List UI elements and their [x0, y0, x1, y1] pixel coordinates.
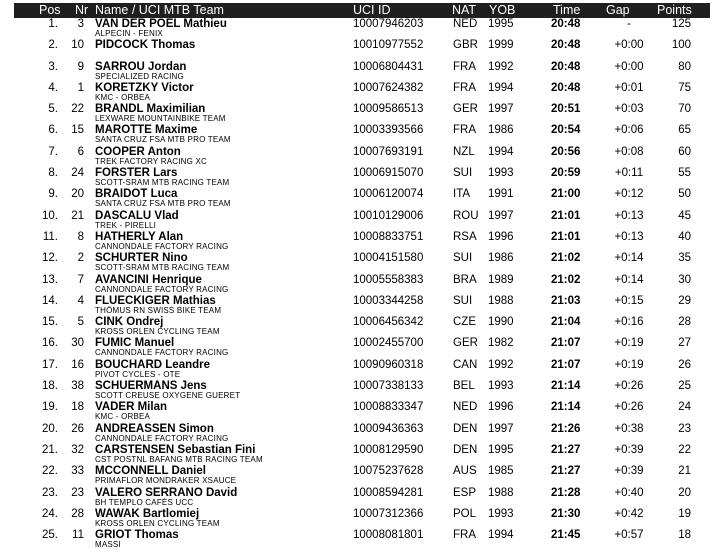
header-uci-id: UCI ID: [353, 3, 391, 17]
cell-time: 20:48: [551, 60, 581, 73]
cell-rider-name: FORSTER Lars: [95, 167, 178, 180]
header-name-team: Name / UCI MTB Team: [95, 3, 224, 17]
table-row: [0, 529, 712, 550]
cell-points: 24: [678, 401, 691, 414]
cell-uci-id: 10006804431: [353, 60, 424, 73]
cell-gap: +0:16: [614, 316, 644, 329]
cell-nr: 26: [71, 422, 84, 435]
cell-pos: 20.: [42, 422, 58, 435]
cell-yob: 1994: [488, 145, 514, 158]
cell-uci-id: 10007312366: [353, 507, 424, 520]
cell-gap: +0:00: [614, 39, 644, 52]
cell-pos: 5.: [48, 103, 58, 116]
cell-nr: 15: [71, 124, 84, 137]
cell-pos: 16.: [42, 337, 58, 350]
table-row: [0, 487, 712, 508]
cell-points: 20: [678, 486, 691, 499]
cell-time: 20:48: [551, 81, 581, 94]
cell-pos: 7.: [48, 145, 58, 158]
cell-nr: 20: [71, 188, 84, 201]
cell-team: CANNONDALE FACTORY RACING: [95, 284, 229, 294]
cell-pos: 6.: [48, 124, 58, 137]
cell-rider-name: WAWAK Bartlomiej: [95, 507, 200, 520]
cell-time: 20:51: [551, 103, 581, 116]
cell-team: KMC - ORBEA: [95, 92, 151, 102]
cell-uci-id: 10007338133: [353, 380, 424, 393]
cell-team: MASSI: [95, 540, 121, 550]
cell-yob: 1994: [488, 81, 514, 94]
cell-nat: ROU: [453, 209, 479, 222]
cell-time: 20:48: [551, 39, 581, 52]
cell-nr: 7: [77, 273, 84, 286]
cell-nr: 6: [77, 145, 84, 158]
cell-gap: +0:12: [614, 188, 644, 201]
cell-time: 21:45: [551, 529, 581, 542]
cell-rider-name: FLUECKIGER Mathias: [95, 294, 216, 307]
cell-uci-id: 10075237628: [353, 465, 424, 478]
cell-nat: SUI: [453, 294, 473, 307]
cell-pos: 9.: [48, 188, 58, 201]
cell-rider-name: CINK Ondrej: [95, 316, 164, 329]
table-row: [0, 167, 712, 188]
cell-pos: 19.: [42, 401, 58, 414]
cell-gap: +0:19: [614, 337, 644, 350]
header-pos: Pos: [39, 3, 61, 17]
cell-points: 80: [678, 60, 691, 73]
cell-pos: 2.: [48, 39, 58, 52]
cell-points: 26: [678, 358, 691, 371]
cell-team: CANNONDALE FACTORY RACING: [95, 348, 229, 358]
cell-team: TREK - PIRELLI: [95, 220, 157, 230]
table-row: [0, 210, 712, 231]
cell-rider-name: SCHUERMANS Jens: [95, 380, 207, 393]
cell-pos: 14.: [42, 294, 58, 307]
cell-yob: 1992: [488, 60, 514, 73]
cell-pos: 21.: [42, 443, 58, 456]
cell-time: 21:28: [551, 486, 581, 499]
cell-nr: 38: [71, 380, 84, 393]
header-points: Points: [657, 3, 692, 17]
cell-uci-id: 10010977552: [353, 39, 424, 52]
cell-team: SPECIALIZED RACING: [95, 71, 184, 81]
table-header: [14, 3, 710, 18]
cell-yob: 1988: [488, 486, 514, 499]
cell-rider-name: BOUCHARD Leandre: [95, 358, 211, 371]
cell-time: 21:30: [551, 507, 581, 520]
cell-team: PIVOT CYCLES - OTE: [95, 369, 181, 379]
cell-rider-name: VADER Milan: [95, 401, 167, 414]
cell-time: 21:04: [551, 316, 581, 329]
cell-yob: 1988: [488, 294, 514, 307]
cell-rider-name: KORETZKY Victor: [95, 81, 194, 94]
cell-nr: 16: [71, 358, 84, 371]
cell-nat: GBR: [453, 39, 478, 52]
table-row: [0, 61, 712, 82]
cell-pos: 13.: [42, 273, 58, 286]
cell-time: 21:27: [551, 443, 581, 456]
cell-nat: GER: [453, 103, 478, 116]
cell-yob: 1993: [488, 380, 514, 393]
cell-points: 29: [678, 294, 691, 307]
cell-uci-id: 10008833751: [353, 230, 424, 243]
cell-team: KROSS ORLEN CYCLING TEAM: [95, 518, 220, 528]
cell-team: TREK FACTORY RACING XC: [95, 156, 207, 166]
cell-rider-name: SCHURTER Nino: [95, 252, 188, 265]
cell-time: 21:27: [551, 465, 581, 478]
cell-nr: 33: [71, 465, 84, 478]
cell-points: 125: [671, 18, 691, 30]
cell-uci-id: 10009436363: [353, 422, 424, 435]
cell-gap: +0:26: [614, 380, 644, 393]
cell-gap: +0:19: [614, 358, 644, 371]
cell-yob: 1986: [488, 124, 514, 137]
cell-gap: +0:57: [614, 529, 644, 542]
cell-yob: 1982: [488, 337, 514, 350]
table-row: [0, 274, 712, 295]
cell-time: 21:00: [551, 188, 581, 201]
cell-pos: 18.: [42, 380, 58, 393]
cell-uci-id: 10006120074: [353, 188, 424, 201]
cell-nat: DEN: [453, 422, 478, 435]
cell-nat: FRA: [453, 529, 476, 542]
cell-nat: CZE: [453, 316, 476, 329]
cell-nr: 10: [71, 39, 84, 52]
cell-uci-id: 10004151580: [353, 252, 424, 265]
cell-nr: 3: [77, 18, 84, 30]
cell-gap: +0:38: [614, 422, 644, 435]
cell-uci-id: 10006915070: [353, 167, 424, 180]
cell-yob: 1996: [488, 230, 514, 243]
cell-nr: 9: [77, 60, 84, 73]
cell-gap: -: [627, 18, 631, 30]
cell-nat: NED: [453, 401, 478, 414]
cell-points: 28: [678, 316, 691, 329]
cell-rider-name: CARSTENSEN Sebastian Fini: [95, 443, 256, 456]
cell-yob: 1997: [488, 422, 514, 435]
cell-nat: ESP: [453, 486, 477, 499]
cell-nr: 5: [77, 316, 84, 329]
cell-gap: +0:03: [614, 103, 644, 116]
table-row: [0, 465, 712, 486]
header-time: Time: [553, 3, 581, 17]
cell-rider-name: MCCONNELL Daniel: [95, 465, 206, 478]
cell-gap: +0:11: [614, 167, 644, 180]
table-row: [0, 18, 712, 39]
table-row: [0, 252, 712, 273]
table-row: [0, 316, 712, 337]
table-row: [0, 188, 712, 209]
cell-yob: 1995: [488, 443, 514, 456]
cell-team: SANTA CRUZ FSA MTB PRO TEAM: [95, 199, 231, 209]
cell-gap: +0:01: [614, 81, 644, 94]
cell-nat: NZL: [453, 145, 475, 158]
table-row: [0, 359, 712, 380]
cell-nat: DEN: [453, 443, 478, 456]
cell-uci-id: 10003393566: [353, 124, 424, 137]
table-row: [0, 103, 712, 124]
cell-pos: 8.: [48, 167, 58, 180]
cell-nat: AUS: [453, 465, 477, 478]
cell-nr: 30: [71, 337, 84, 350]
cell-uci-id: 10008594281: [353, 486, 424, 499]
cell-nat: FRA: [453, 60, 476, 73]
table-row: [0, 124, 712, 145]
cell-uci-id: 10008129590: [353, 443, 424, 456]
cell-points: 23: [678, 422, 691, 435]
cell-gap: +0:13: [614, 230, 644, 243]
cell-team: SCOTT-SRAM MTB RACING TEAM: [95, 263, 230, 273]
cell-gap: +0:42: [614, 507, 644, 520]
cell-team: SCOTT CREUSE OXYGENE GUERET: [95, 391, 241, 401]
table-row: [0, 39, 712, 60]
header-gap: Gap: [606, 3, 630, 17]
cell-time: 21:14: [551, 401, 581, 414]
cell-gap: +0:00: [614, 60, 644, 73]
cell-team: CANNONDALE FACTORY RACING: [95, 241, 229, 251]
cell-time: 21:03: [551, 294, 581, 307]
cell-team: PRIMAFLOR MONDRAKER XSAUCE: [95, 476, 237, 486]
cell-yob: 1991: [488, 188, 514, 201]
cell-pos: 10.: [42, 209, 58, 222]
cell-rider-name: SARROU Jordan: [95, 60, 187, 73]
header-yob: YOB: [489, 3, 516, 17]
cell-pos: 3.: [48, 60, 58, 73]
cell-uci-id: 10007946203: [353, 18, 424, 30]
cell-rider-name: HATHERLY Alan: [95, 230, 184, 243]
cell-nat: NED: [453, 18, 478, 30]
table-row: [0, 508, 712, 529]
table-row: [0, 444, 712, 465]
cell-team: LEXWARE MOUNTAINBIKE TEAM: [95, 114, 226, 124]
cell-nat: POL: [453, 507, 477, 520]
cell-points: 70: [678, 103, 691, 116]
cell-time: 21:02: [551, 252, 581, 265]
cell-gap: +0:39: [614, 465, 644, 478]
cell-gap: +0:06: [614, 124, 644, 137]
cell-yob: 1992: [488, 358, 514, 371]
cell-pos: 15.: [42, 316, 58, 329]
cell-uci-id: 10007624382: [353, 81, 424, 94]
cell-team: ALPECIN - FENIX: [95, 29, 163, 38]
table-row: [0, 82, 712, 103]
cell-nr: 23: [71, 486, 84, 499]
header-nr: Nr: [75, 3, 89, 17]
cell-yob: 1989: [488, 273, 514, 286]
cell-uci-id: 10009586513: [353, 103, 424, 116]
header-nat: NAT: [452, 3, 477, 17]
cell-uci-id: 10005558383: [353, 273, 424, 286]
cell-uci-id: 10008081801: [353, 529, 424, 542]
cell-pos: 11.: [42, 230, 58, 243]
cell-rider-name: COOPER Anton: [95, 145, 181, 158]
cell-rider-name: GRIOT Thomas: [95, 529, 179, 542]
cell-points: 19: [678, 507, 691, 520]
cell-nr: 18: [71, 401, 84, 414]
cell-points: 25: [678, 380, 691, 393]
table-row: [0, 295, 712, 316]
cell-points: 30: [678, 273, 691, 286]
cell-pos: 17.: [42, 358, 58, 371]
cell-nat: BEL: [453, 380, 475, 393]
cell-team: KROSS ORLEN CYCLING TEAM: [95, 327, 220, 337]
table-row: [0, 380, 712, 401]
cell-nat: FRA: [453, 124, 476, 137]
cell-pos: 23.: [42, 486, 58, 499]
cell-points: 100: [671, 39, 691, 52]
cell-time: 21:01: [551, 230, 581, 243]
cell-yob: 1997: [488, 103, 514, 116]
cell-gap: +0:14: [614, 252, 644, 265]
cell-time: 20:56: [551, 145, 581, 158]
cell-pos: 24.: [42, 507, 58, 520]
cell-yob: 1997: [488, 209, 514, 222]
cell-points: 75: [678, 81, 691, 94]
cell-pos: 1.: [48, 18, 58, 30]
cell-time: 21:26: [551, 422, 581, 435]
cell-points: 60: [678, 145, 691, 158]
cell-points: 50: [678, 188, 691, 201]
cell-gap: +0:39: [614, 443, 644, 456]
cell-gap: +0:26: [614, 401, 644, 414]
cell-rider-name: AVANCINI Henrique: [95, 273, 202, 286]
cell-yob: 1995: [488, 18, 514, 30]
cell-nat: SUI: [453, 167, 473, 180]
cell-gap: +0:08: [614, 145, 644, 158]
table-row: [0, 337, 712, 358]
cell-rider-name: VAN DER POEL Mathieu: [95, 18, 227, 30]
cell-rider-name: VALERO SERRANO David: [95, 486, 238, 499]
cell-nr: 24: [71, 167, 84, 180]
cell-yob: 1996: [488, 401, 514, 414]
cell-pos: 22.: [42, 465, 58, 478]
cell-uci-id: 10003344258: [353, 294, 424, 307]
cell-uci-id: 10010129006: [353, 209, 424, 222]
cell-nat: GER: [453, 337, 478, 350]
cell-rider-name: FUMIC Manuel: [95, 337, 175, 350]
table-row: [0, 146, 712, 167]
cell-rider-name: ANDREASSEN Simon: [95, 422, 214, 435]
cell-time: 20:48: [551, 18, 581, 30]
cell-yob: 1994: [488, 529, 514, 542]
cell-pos: 25.: [42, 529, 58, 542]
cell-yob: 1993: [488, 167, 514, 180]
cell-rider-name: BRANDL Maximilian: [95, 103, 206, 116]
cell-time: 21:02: [551, 273, 581, 286]
results-table-body: [0, 18, 712, 550]
cell-team: KMC - ORBEA: [95, 412, 151, 422]
cell-uci-id: 10007693191: [353, 145, 424, 158]
cell-time: 20:54: [551, 124, 581, 137]
cell-nat: FRA: [453, 81, 476, 94]
table-row: [0, 423, 712, 444]
cell-nat: RSA: [453, 230, 477, 243]
cell-nr: 4: [77, 294, 84, 307]
cell-nat: CAN: [453, 358, 478, 371]
cell-team: THÖMUS RN SWISS BIKE TEAM: [95, 305, 222, 315]
table-row: [0, 401, 712, 422]
cell-nat: BRA: [453, 273, 477, 286]
cell-yob: 1985: [488, 465, 514, 478]
cell-uci-id: 10008833347: [353, 401, 424, 414]
cell-nat: ITA: [453, 188, 471, 201]
cell-nr: 11: [72, 529, 84, 542]
cell-points: 27: [678, 337, 691, 350]
cell-points: 55: [678, 167, 691, 180]
cell-time: 21:01: [551, 209, 581, 222]
cell-yob: 1993: [488, 507, 514, 520]
table-row: [0, 231, 712, 252]
cell-points: 65: [678, 124, 691, 137]
cell-rider-name: MAROTTE Maxime: [95, 124, 198, 137]
cell-nr: 28: [71, 507, 84, 520]
cell-points: 35: [678, 252, 691, 265]
cell-time: 21:07: [551, 358, 581, 371]
cell-gap: +0:15: [614, 294, 644, 307]
cell-team: CANNONDALE FACTORY RACING: [95, 433, 229, 443]
cell-points: 45: [678, 209, 691, 222]
cell-pos: 4.: [48, 81, 58, 94]
cell-time: 21:07: [551, 337, 581, 350]
cell-uci-id: 10090960318: [353, 358, 424, 371]
cell-nr: 2: [77, 252, 84, 265]
cell-team: SANTA CRUZ FSA MTB PRO TEAM: [95, 135, 231, 145]
cell-gap: +0:40: [614, 486, 644, 499]
cell-nr: 1: [77, 81, 84, 94]
cell-points: 18: [678, 529, 691, 542]
cell-nat: SUI: [453, 252, 473, 265]
cell-time: 21:14: [551, 380, 581, 393]
cell-team: BH TEMPLO CAFÉS UCC: [95, 497, 194, 507]
cell-points: 22: [678, 443, 691, 456]
cell-nr: 8: [77, 230, 84, 243]
cell-nr: 22: [71, 103, 84, 116]
cell-points: 40: [678, 230, 691, 243]
cell-pos: 12.: [42, 252, 58, 265]
cell-yob: 1986: [488, 252, 514, 265]
cell-points: 21: [678, 465, 691, 478]
cell-uci-id: 10002455700: [353, 337, 424, 350]
cell-nr: 21: [71, 209, 84, 222]
cell-gap: +0:13: [614, 209, 644, 222]
cell-rider-name: BRAIDOT Luca: [95, 188, 178, 201]
cell-rider-name: PIDCOCK Thomas: [95, 39, 196, 52]
cell-team: SCOTT-SRAM MTB RACING TEAM: [95, 178, 230, 188]
cell-uci-id: 10006456342: [353, 316, 424, 329]
cell-rider-name: DASCALU Vlad: [95, 209, 179, 222]
cell-yob: 1990: [488, 316, 514, 329]
cell-nr: 32: [71, 443, 84, 456]
cell-yob: 1999: [488, 39, 514, 52]
cell-gap: +0:14: [614, 273, 644, 286]
cell-time: 20:59: [551, 167, 581, 180]
cell-team: CST POSTNL BAFANG MTB RACING TEAM: [95, 454, 263, 464]
